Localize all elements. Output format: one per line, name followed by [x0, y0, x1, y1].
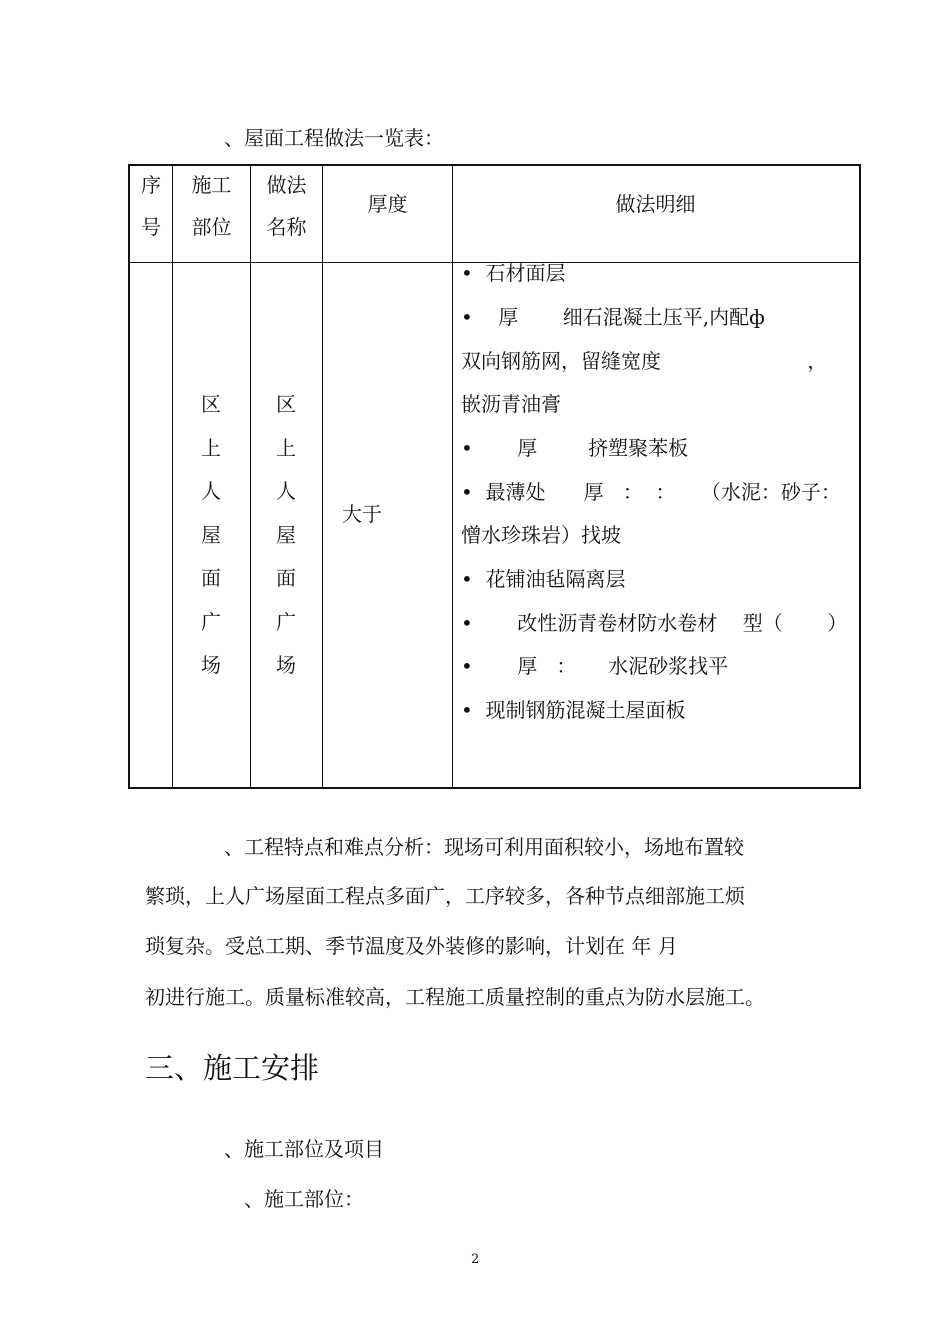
table-border — [128, 164, 861, 789]
roof-table-title: 、屋面工程做法一览表： — [224, 126, 444, 150]
subheading: 、施工部位及项目 — [224, 1137, 384, 1161]
header-method-name: 做法 名称 — [266, 173, 307, 239]
header-index: 序 号 — [141, 173, 161, 239]
table-col-divider — [250, 164, 251, 789]
subheading: 、施工部位： — [244, 1187, 364, 1211]
analysis-line: 繁琐，上人广场屋面工程点多面广，工序较多，各种节点细部施工烦 — [145, 884, 745, 908]
detail-line: • 现制钢筋混凝土屋面板 — [461, 698, 686, 722]
detail-line: • 厚 细石混凝土压平,内配ф — [461, 305, 765, 329]
header-details: 做法明细 — [615, 192, 696, 216]
header-thickness: 厚度 — [367, 192, 408, 216]
page-number: 2 — [471, 1252, 480, 1267]
detail-line: • 最薄处 厚 ： ： （水泥：砂子： — [461, 480, 841, 504]
cell-thickness: 大于 — [342, 502, 382, 526]
table-col-divider — [322, 164, 323, 789]
cell-location: 区上人屋面广场 — [201, 392, 221, 677]
detail-line: 双向钢筋网，留缝宽度 ， — [461, 349, 828, 373]
analysis-line: 初进行施工。质量标准较高，工程施工质量控制的重点为防水层施工。 — [145, 985, 765, 1009]
detail-line: • 厚 挤塑聚苯板 — [461, 436, 689, 460]
detail-line: 嵌沥青油膏 — [461, 392, 561, 416]
section-heading: 三、施工安排 — [145, 1051, 320, 1085]
table-col-divider — [452, 164, 453, 789]
analysis-line: 、工程特点和难点分析：现场可利用面积较小，场地布置较 — [224, 835, 744, 859]
detail-line: • 花铺油毡隔离层 — [461, 567, 626, 591]
table-col-divider — [172, 164, 173, 789]
detail-line: • 改性沥青卷材防水卷材 型（ ） — [461, 611, 848, 635]
detail-line: 憎水珍珠岩）找坡 — [461, 523, 621, 547]
roof-method-table — [128, 164, 861, 789]
header-location: 施工 部位 — [191, 173, 232, 239]
detail-line: • 石材面层 — [461, 261, 566, 285]
cell-method-name: 区上人屋面广场 — [276, 392, 296, 677]
analysis-line: 琐复杂。受总工期、季节温度及外装修的影响，计划在 年 月 — [145, 934, 678, 958]
detail-line: • 厚 ： 水泥砂浆找平 — [461, 654, 729, 678]
